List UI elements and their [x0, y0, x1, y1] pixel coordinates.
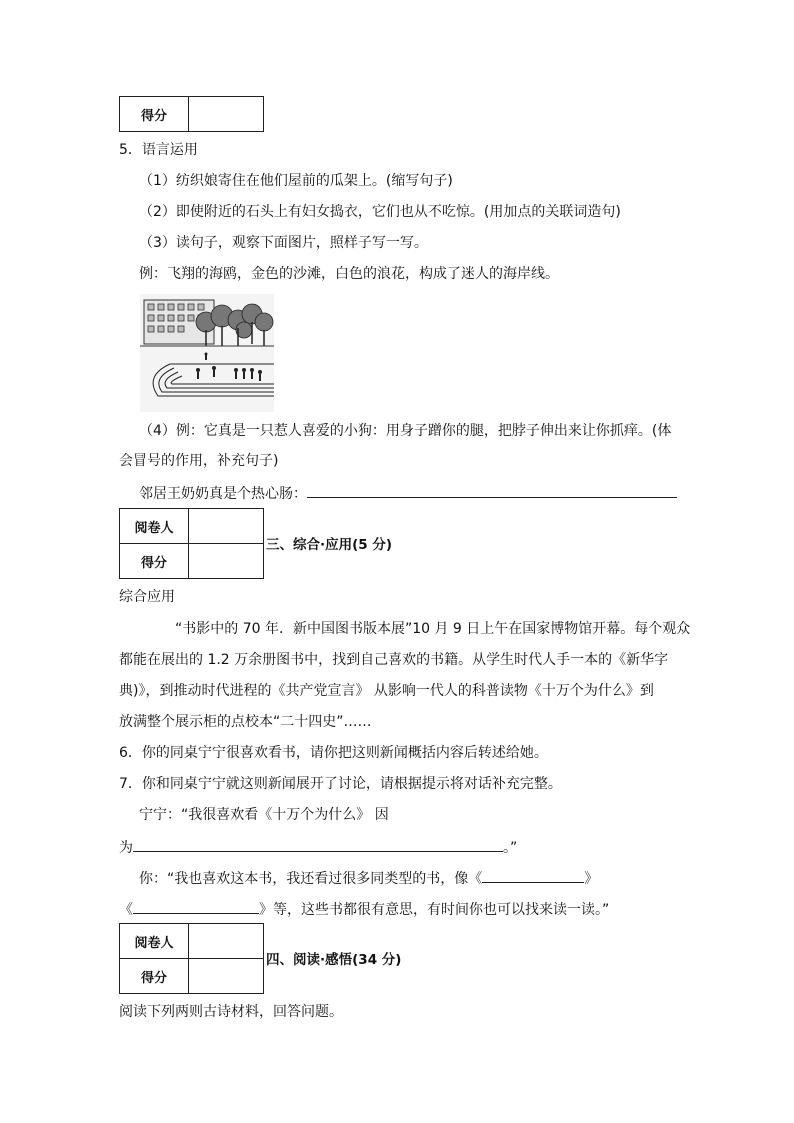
news-para-line2: 都能在展出的 1.2 万余册图书中，找到自己喜欢的书籍。从学生时代人手一本的《新华字 [119, 652, 669, 668]
question-7: 7．你和同桌宁宁就这则新闻展开了讨论，请根据提示将对话补充完整。 [119, 776, 562, 792]
score-box-section4 [119, 923, 264, 994]
you-line1 [139, 868, 598, 888]
reviewer-label: 阅卷人 [120, 509, 189, 544]
q5-item2: （2）即使附近的石头上有妇女捣衣，它们也从不吃惊。(用加点的关联词造句) [139, 204, 621, 220]
reviewer-blank[interactable] [189, 924, 264, 959]
school-track-illustration [140, 294, 274, 412]
neighbor-answer-line[interactable] [307, 483, 677, 498]
score-blank[interactable] [189, 97, 264, 132]
news-para-line3: 典)》，到推动时代进程的《共产党宣言》 从影响一代人的科普读物《十万个为什么》到 [119, 683, 654, 699]
score-label: 得分 [120, 544, 189, 579]
section3-title: 三、综合·应用(5 分) [266, 537, 393, 553]
you-line2-end: 》等，这些书都很有意思，有时间你也可以找来读一读。” [259, 902, 610, 918]
q5-item4-line2: 会冒号的作用，补充句子) [119, 453, 279, 469]
neighbor-prompt: 邻居王奶奶真是个热心肠： [139, 486, 307, 502]
news-para-line1: “书影中的 70 年．新中国图书版本展”10 月 9 日上午在国家博物馆开幕。每个观众 [175, 621, 691, 637]
score-label: 得分 [120, 97, 189, 132]
you-line1-text: 你：“我也喜欢这本书，我还看过很多同类型的书，像《 [139, 871, 483, 887]
you-line2-start: 《 [119, 902, 133, 918]
section3-subtitle: 综合应用 [119, 589, 175, 605]
ningning-answer-line[interactable] [133, 837, 503, 852]
q5-item1: （1）纺织娘寄住在他们屋前的瓜架上。(缩写句子) [139, 173, 453, 189]
book-blank-2[interactable] [133, 899, 259, 914]
news-para-line4: 放满整个展示柜的点校本“二十四史”…… [119, 714, 372, 730]
q5-item4-line1: （4）例：它真是一只惹人喜爱的小狗：用身子蹭你的腿，把脖子伸出来让你抓痒。(体 [139, 423, 672, 439]
q5-item3: （3）读句子，观察下面图片，照样子写一写。 [139, 235, 428, 251]
score-box-section3 [119, 508, 264, 579]
ningning-line1: 宁宁：“我很喜欢看《十万个为什么》 因 [139, 807, 389, 823]
you-line2 [119, 899, 609, 919]
score-box-1 [119, 96, 264, 132]
ningning-line2 [119, 837, 517, 857]
question-6: 6．你的同桌宁宁很喜欢看书，请你把这则新闻概括内容后转述给她。 [119, 745, 548, 761]
book-blank-1[interactable] [482, 868, 584, 883]
reviewer-label: 阅卷人 [120, 924, 189, 959]
section4-title: 四、阅读·感悟(34 分) [266, 952, 402, 968]
score-blank[interactable] [189, 544, 264, 579]
ningning-line2-end: 。” [503, 840, 518, 856]
section4-intro: 阅读下列两则古诗材料，回答问题。 [119, 1004, 343, 1020]
q5-example: 例：飞翔的海鸥，金色的沙滩，白色的浪花，构成了迷人的海岸线。 [139, 266, 559, 282]
you-line1-end: 》 [584, 871, 599, 887]
score-blank[interactable] [189, 959, 264, 994]
q5-heading: 5．语言运用 [119, 142, 198, 158]
score-label: 得分 [120, 959, 189, 994]
ningning-line2-start: 为 [119, 840, 133, 856]
reviewer-blank[interactable] [189, 509, 264, 544]
q5-neighbor-sentence [139, 483, 677, 503]
